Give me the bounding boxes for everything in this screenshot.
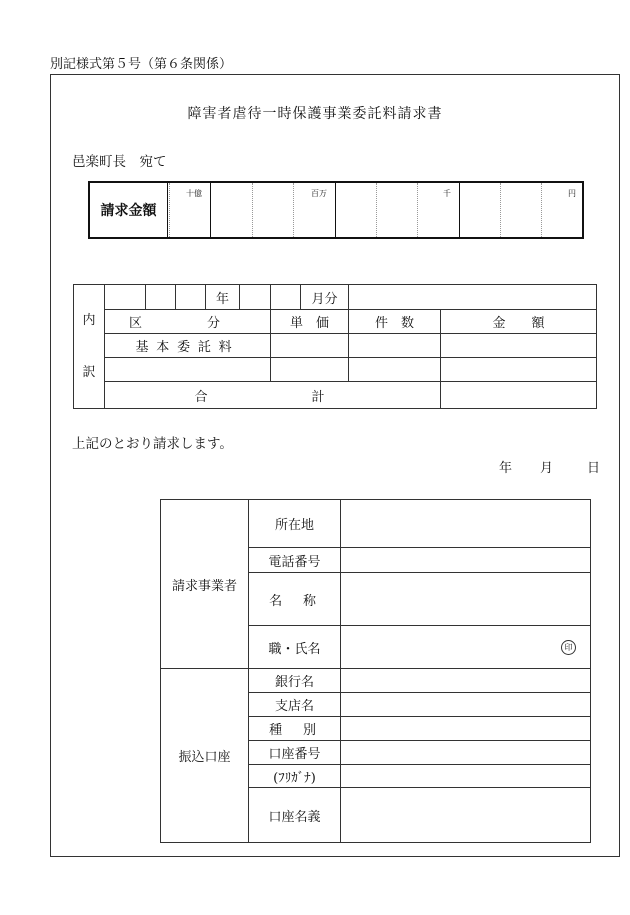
- extra-amount[interactable]: [441, 358, 597, 382]
- furigana-label: (ﾌﾘｶﾞﾅ): [249, 765, 341, 788]
- name-label: 名 称: [249, 573, 341, 626]
- amount-digit-divider: [252, 183, 253, 237]
- amount-digit-divider: [169, 183, 170, 237]
- account-holder-label: 口座名義: [249, 788, 341, 843]
- bank-name-field[interactable]: [341, 669, 591, 693]
- total-amount[interactable]: [441, 382, 597, 409]
- amount-label: 請求金額: [90, 183, 168, 237]
- phone-field[interactable]: [341, 548, 591, 573]
- account-holder-field[interactable]: [341, 788, 591, 843]
- month-digit-cell[interactable]: [240, 285, 271, 310]
- date-year-label: 年: [499, 461, 513, 476]
- unit-label: 十億: [186, 189, 202, 198]
- date-day-label: 日: [587, 461, 601, 476]
- bank-name-label: 銀行名: [249, 669, 341, 693]
- account-number-field[interactable]: [341, 741, 591, 765]
- document-title: 障害者虐待一時保護事業委託料請求書: [187, 106, 443, 122]
- year-digit-cell[interactable]: [146, 285, 176, 310]
- year-label: 年: [206, 285, 240, 310]
- base-fee-count[interactable]: [349, 334, 441, 358]
- title-name-label: 職・氏名: [249, 626, 341, 669]
- addressee: 邑楽町長 宛て: [72, 154, 167, 170]
- detail-table: [73, 284, 597, 409]
- detail-label-char: 訳: [82, 364, 96, 380]
- header-category: 区 分: [105, 310, 271, 334]
- base-fee-amount[interactable]: [441, 334, 597, 358]
- branch-field[interactable]: [341, 693, 591, 717]
- phone-label: 電話番号: [249, 548, 341, 573]
- base-fee-label: 基本委託料: [105, 334, 271, 358]
- year-digit-cell[interactable]: [176, 285, 206, 310]
- amount-digit-divider: [500, 183, 501, 237]
- date-month-label: 月: [540, 461, 554, 476]
- amount-box: [88, 181, 584, 239]
- claimant-table: [160, 499, 591, 843]
- unit-label: 百万: [311, 189, 327, 198]
- extra-unit-price[interactable]: [271, 358, 349, 382]
- bank-label: 振込口座: [161, 669, 249, 843]
- header-amount: 金 額: [441, 310, 597, 334]
- amount-divider: [335, 183, 336, 237]
- detail-blank-cell: [349, 285, 597, 310]
- base-fee-unit-price[interactable]: [271, 334, 349, 358]
- form-reference: 別記様式第５号（第６条関係）: [50, 57, 233, 72]
- name-field[interactable]: [341, 573, 591, 626]
- furigana-field[interactable]: [341, 765, 591, 788]
- extra-category-cell[interactable]: [105, 358, 271, 382]
- amount-divider: [459, 183, 460, 237]
- amount-digit-divider: [376, 183, 377, 237]
- detail-section-label: [74, 285, 105, 409]
- unit-label: 千: [443, 189, 451, 198]
- amount-divider: [210, 183, 211, 237]
- header-unit-price: 単 価: [271, 310, 349, 334]
- branch-label: 支店名: [249, 693, 341, 717]
- header-count: 件 数: [349, 310, 441, 334]
- unit-label: 円: [568, 189, 576, 198]
- address-label: 所在地: [249, 500, 341, 548]
- month-digit-cell[interactable]: [271, 285, 301, 310]
- closing-statement: 上記のとおり請求します。: [72, 436, 233, 452]
- account-type-label: 種 別: [249, 717, 341, 741]
- amount-digit-divider: [541, 183, 542, 237]
- account-number-label: 口座番号: [249, 741, 341, 765]
- seal-icon: 印: [561, 640, 576, 655]
- year-digit-cell[interactable]: [105, 285, 146, 310]
- amount-digit-divider: [417, 183, 418, 237]
- amount-digit-divider: [293, 183, 294, 237]
- total-label: 合 計: [105, 382, 441, 409]
- month-label: 月分: [301, 285, 349, 310]
- account-type-field[interactable]: [341, 717, 591, 741]
- extra-count[interactable]: [349, 358, 441, 382]
- detail-label-char: 内: [82, 312, 96, 328]
- title-name-field[interactable]: [341, 626, 591, 669]
- claimant-label: 請求事業者: [161, 500, 249, 669]
- address-field[interactable]: [341, 500, 591, 548]
